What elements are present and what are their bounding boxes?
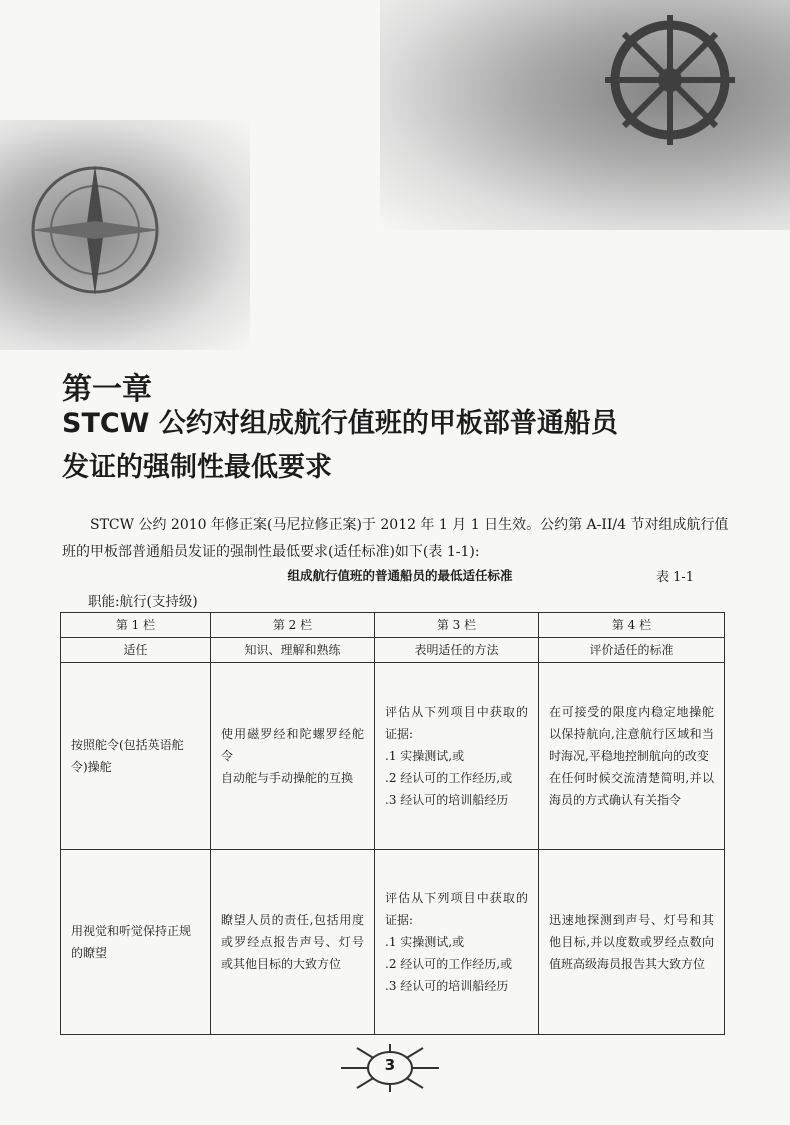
method-text: .2 经认可的工作经历,或	[385, 957, 513, 971]
method-text: .3 经认可的培训船经历	[385, 979, 509, 993]
method-cell	[375, 663, 539, 850]
intro-paragraph: STCW 公约 2010 年修正案(马尼拉修正案)于 2012 年 1 月 1 日生效。公约第 A-II/4 节对组成航行值班的甲板部普通船员发证的强制性最低要求(适任标准)如下(表 1-1):	[62, 517, 729, 560]
column-header-row	[61, 638, 725, 663]
competence-cell	[61, 850, 211, 1035]
chapter-title-line-1: STCW 公约对组成航行值班的甲板部普通船员	[62, 408, 618, 439]
criteria-cell	[539, 850, 725, 1035]
method-text: .2 经认可的工作经历,或	[385, 771, 513, 785]
table-row	[61, 663, 725, 850]
method-text: 评估从下列项目中获取的证据:	[385, 705, 528, 741]
table-row	[61, 850, 725, 1035]
table-caption: 组成航行值班的普通船员的最低适任标准	[287, 568, 513, 583]
knowledge-text: 自动舵与手动操舵的互换	[221, 771, 354, 785]
knowledge-text: 瞭望人员的责任,包括用度或罗经点报告声号、灯号或其他目标的大致方位	[221, 913, 364, 971]
column-number-row	[61, 613, 725, 638]
competence-text: 按照舵令(包括英语舵令)操舵	[71, 738, 184, 774]
column-number: 第 3 栏	[375, 613, 539, 638]
method-text: 评估从下列项目中获取的证据:	[385, 891, 528, 927]
method-text: .3 经认可的培训船经历	[385, 793, 509, 807]
competence-table	[60, 612, 725, 1035]
competence-cell	[61, 663, 211, 850]
method-cell	[375, 850, 539, 1035]
compass-icon	[20, 155, 170, 305]
ship-wheel-icon	[600, 10, 740, 150]
chapter-number: 第一章	[62, 372, 152, 407]
column-number: 第 2 栏	[211, 613, 375, 638]
column-header: 知识、理解和熟练	[211, 638, 375, 663]
chapter-title-line-2: 发证的强制性最低要求	[62, 452, 332, 483]
criteria-text: 在可接受的限度内稳定地操舵以保持航向,注意航行区域和当时海况,平稳地控制航向的改变	[549, 705, 714, 763]
column-header: 表明适任的方法	[375, 638, 539, 663]
column-header: 适任	[61, 638, 211, 663]
function-label: 职能:航行(支持级)	[88, 594, 198, 610]
criteria-cell	[539, 663, 725, 850]
table-number: 表 1-1	[656, 570, 695, 585]
knowledge-cell	[211, 663, 375, 850]
competence-text: 用视觉和听觉保持正规的瞭望	[71, 924, 192, 960]
page-number: 3	[384, 1056, 396, 1074]
column-number: 第 1 栏	[61, 613, 211, 638]
knowledge-text: 使用磁罗经和陀螺罗经舵令	[221, 727, 364, 763]
column-number: 第 4 栏	[539, 613, 725, 638]
column-header: 评价适任的标准	[539, 638, 725, 663]
knowledge-cell	[211, 850, 375, 1035]
chapter-title	[62, 402, 702, 490]
method-text: .1 实操测试,或	[385, 749, 465, 763]
criteria-text: 迅速地探测到声号、灯号和其他目标,并以度数或罗经点数向值班高级海员报告其大致方位	[549, 913, 714, 971]
criteria-text: 在任何时候交流清楚简明,并以海员的方式确认有关指令	[549, 771, 714, 807]
method-text: .1 实操测试,或	[385, 935, 465, 949]
